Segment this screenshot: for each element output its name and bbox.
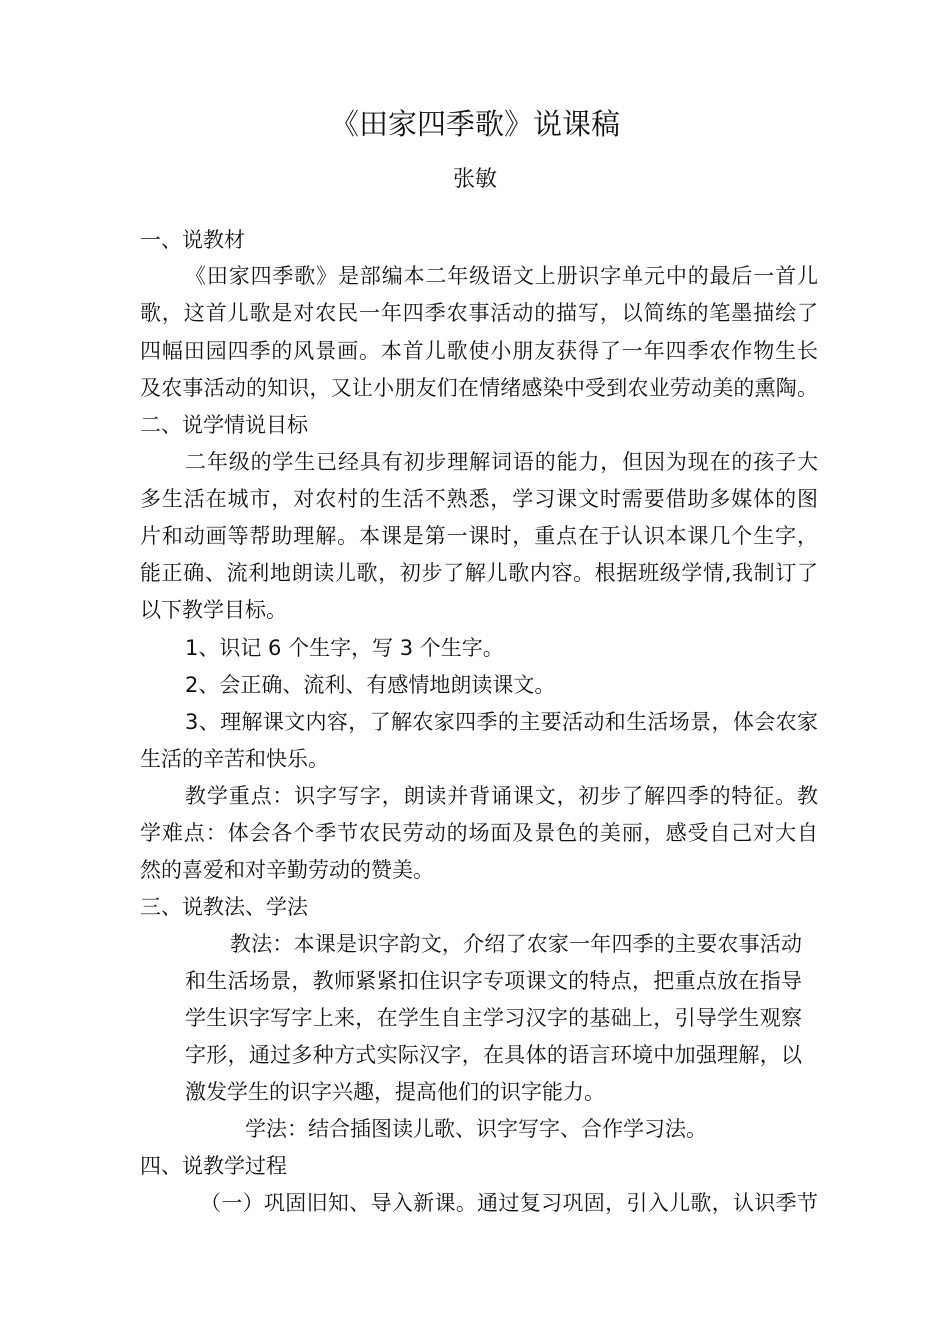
- learning-method: 学法：结合插图读儿歌、识字写字、合作学习法。: [245, 1117, 707, 1141]
- paragraph-line: 片和动画等帮助理解。本课是第一课时，重点在于认识本课几个生字，: [140, 524, 818, 548]
- key-points-line: 然的喜爱和对辛勤劳动的赞美。: [140, 858, 434, 882]
- section-heading-3: 三、说教法、学法: [140, 895, 308, 919]
- author-name: 张敏: [452, 167, 497, 192]
- teaching-method-line: 激发学生的识字兴趣，提高他们的识字能力。: [185, 1080, 605, 1104]
- paragraph-line: 《田家四季歌》是部编本二年级语文上册识字单元中的最后一首儿: [185, 264, 818, 288]
- teaching-method-line: 教法：本课是识字韵文，介绍了农家一年四季的主要农事活动: [230, 932, 802, 956]
- teaching-method-line: 字形，通过多种方式实际汉字，在具体的语言环境中加强理解，以: [185, 1043, 802, 1067]
- key-points-line: 学难点：体会各个季节农民劳动的场面及景色的美丽，感受自己对大自: [140, 821, 818, 845]
- paragraph-line: 多生活在城市，对农村的生活不熟悉，学习课文时需要借助多媒体的图: [140, 487, 818, 511]
- paragraph-line: 能正确、流利地朗读儿歌，初步了解儿歌内容。根据班级学情,我制订了: [140, 561, 818, 585]
- section-heading-4: 四、说教学过程: [140, 1154, 287, 1178]
- paragraph-line: 以下教学目标。: [140, 598, 287, 622]
- key-points-line: 教学重点：识字写字，朗读并背诵课文，初步了解四季的特征。教: [185, 784, 818, 808]
- paragraph-line: 及农事活动的知识，又让小朋友们在情绪感染中受到农业劳动美的熏陶。: [140, 376, 818, 400]
- goal-item-3: 3、理解课文内容，了解农家四季的主要活动和生活场景，体会农家: [185, 710, 818, 734]
- paragraph-line: 四幅田园四季的风景画。本首儿歌使小朋友获得了一年四季农作物生长: [140, 339, 818, 363]
- teaching-method-line: 学生识字写字上来，在学生自主学习汉字的基础上，引导学生观察: [185, 1006, 802, 1030]
- document-title: 《田家四季歌》说课稿: [329, 107, 620, 141]
- section-heading-2: 二、说学情说目标: [140, 413, 308, 437]
- paragraph-line: 歌，这首儿歌是对农民一年四季农事活动的描写，以简练的笔墨描绘了: [140, 301, 818, 325]
- goal-item-1: 1、识记 6 个生字，写 3 个生字。: [185, 636, 504, 660]
- goal-item-2: 2、会正确、流利、有感情地朗读课文。: [185, 673, 556, 697]
- paragraph-line: （一）巩固旧知、导入新课。通过复习巩固，引入儿歌，认识季节: [200, 1191, 818, 1215]
- paragraph-line: 二年级的学生已经具有初步理解词语的能力，但因为现在的孩子大: [185, 450, 818, 474]
- teaching-method-line: 和生活场景，教师紧紧扣住识字专项课文的特点，把重点放在指导: [185, 969, 802, 993]
- paragraph-line: 生活的辛苦和快乐。: [140, 747, 329, 771]
- section-heading-1: 一、说教材: [140, 228, 245, 252]
